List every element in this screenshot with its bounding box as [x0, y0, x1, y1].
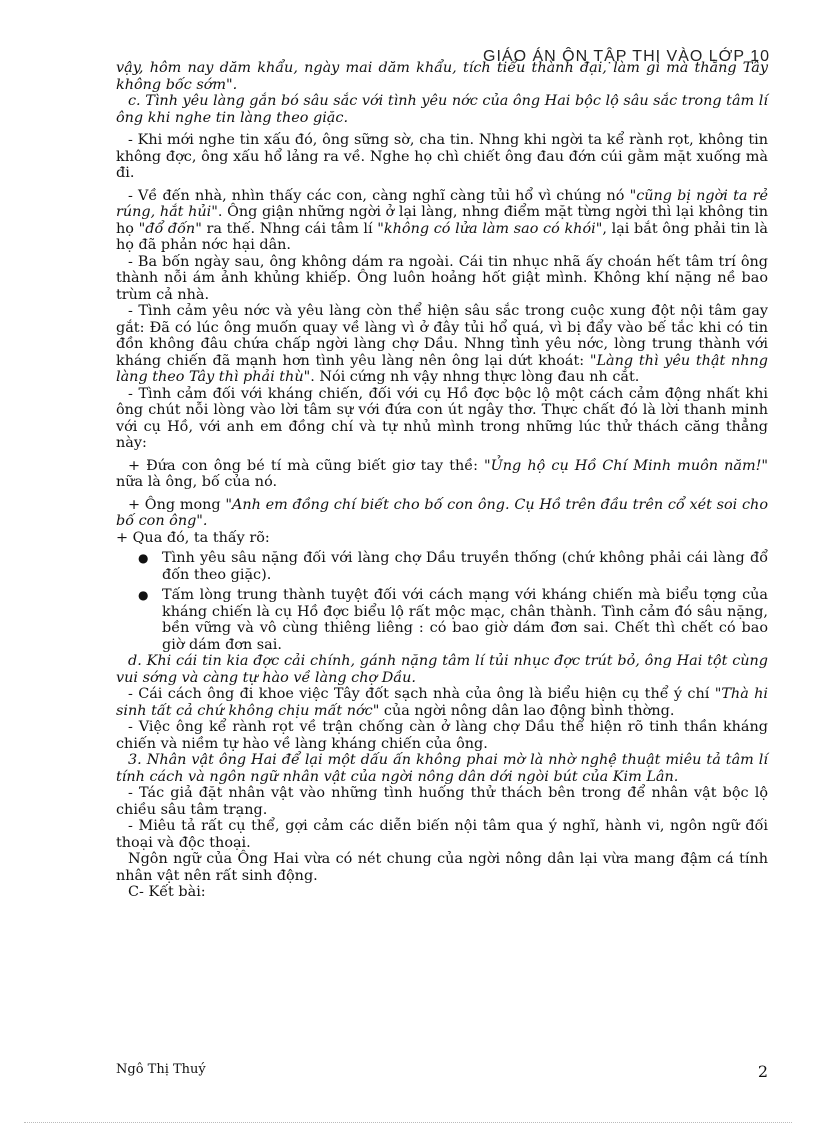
paragraph: Ngôn ngữ của Ông Hai vừa có nét chung của ngời nông dân lại vừa mang đậm cá tính nhân vật nên rất sinh động. [116, 851, 768, 884]
page-number: 2 [757, 1062, 768, 1081]
footer-author: Ngô Thị Thuý [116, 1062, 206, 1077]
paragraph: - Ba bốn ngày sau, ông không dám ra ngoài. Cái tin nhục nhã ấy choán hết tâm trí ông thành nỗi ám ảnh khủng khiếp. Ông luôn hoảng hốt giật mình. Không khí nặng nề bao trùm cả nhà. [116, 253, 768, 303]
paragraph: + Ông mong "Anh em đồng chí biết cho bố con ông. Cụ Hồ trên đầu trên cổ xét soi cho bố con ông". [116, 496, 768, 529]
page-header-title: GIÁO ÁN ÔN TẬP THI VÀO LỚP 10 [483, 48, 770, 65]
section-heading-3: 3. Nhân vật ông Hai để lại một dấu ấn không phai mờ là nhờ nghệ thuật miêu tả tâm lí tính cách và ngôn ngữ nhân vật của ngời nông dân dới ngòi bút của Kim Lân. [116, 752, 768, 785]
section-heading-d: d. Khi cái tin kia đợc cải chính, gánh nặng tâm lí tủi nhục đợc trút bỏ, ông Hai tột cùng vui sớng và càng tự hào về làng chợ Dầu. [116, 653, 768, 686]
section-heading-conclusion: C- Kết bài: [128, 884, 206, 900]
paragraph: - Tình cảm yêu nớc và yêu làng còn thể hiện sâu sắc trong cuộc xung đột nội tâm gay gắt: Đã có lúc ông muốn quay về làng vì ở đây tủi hổ quá, vì bị đẩy vào bế tắc khi có tin đồn không đâu chứa chấp ngời làng chợ Dầu. Nhng tình yêu nớc, lòng trung thành với kháng chiến đã mạnh hơn tình yêu làng nên ông lại dứt khoát: "Làng thì yêu thật nhng làng theo Tây thì phải thù". Nói cứng nh vậy nhng thực lòng đau nh cắt. [116, 303, 769, 385]
paragraph: - Miêu tả rất cụ thể, gợi cảm các diễn biến nội tâm qua ý nghĩ, hành vi, ngôn ngữ đối thoại và độc thoại. [116, 818, 768, 851]
paragraph: + Qua đó, ta thấy rõ: [116, 529, 270, 546]
paragraph: + Đứa con ông bé tí mà cũng biết giơ tay thề: "Ủng hộ cụ Hồ Chí Minh muôn năm!" nữa là ông, bố của nó. [116, 457, 769, 490]
paragraph: vậy, hôm nay dăm khẩu, ngày mai dăm khẩu, tích tiểu thành đại, làm gì mà thằng Tây không bốc sớm". [116, 60, 768, 93]
document-body [116, 60, 768, 901]
bullet-list [116, 550, 768, 653]
paragraph: - Tình cảm đối với kháng chiến, đối với cụ Hồ đợc bộc lộ một cách cảm động nhất khi ông chút nỗi lòng vào lời tâm sự với đứa con út ngây thơ. Thực chất đó là lời thanh minh với cụ Hồ, với anh em đồng chí và tự nhủ mình trong những lúc thử thách căng thẳng này: [116, 385, 768, 451]
paragraph: - Cái cách ông đi khoe việc Tây đốt sạch nhà của ông là biểu hiện cụ thể ý chí "Thà hi sinh tất cả chứ không chịu mất nớc" của ngời nông dân lao động bình thờng. [116, 686, 768, 719]
list-item: ● Tình yêu sâu nặng đối với làng chợ Dầu truyền thống (chứ không phải cái làng đổ đốn theo giặc). [162, 550, 768, 583]
list-item: ● Tấm lòng trung thành tuyệt đối với cách mạng với kháng chiến mà biểu tợng của kháng chiến là cụ Hồ đợc biểu lộ rất mộc mạc, chân thành. Tình cảm đó sâu nặng, bền vững và vô cùng thiêng liêng : có bao giờ dám đơn sai. Chết thì chết có bao giờ dám đơn sai. [162, 587, 768, 653]
paragraph: - Việc ông kể rành rọt về trận chống càn ở làng chợ Dầu thể hiện rõ tinh thần kháng chiến và niềm tự hào về làng kháng chiến của ông. [116, 719, 768, 752]
section-heading-c: c. Tình yêu làng gắn bó sâu sắc với tình yêu nớc của ông Hai bộc lộ sâu sắc trong tâm lí ông khi nghe tin làng theo giặc. [116, 93, 768, 126]
paragraph: - Khi mới nghe tin xấu đó, ông sững sờ, cha tin. Nhng khi ngời ta kể rành rọt, không tin không đợc, ông xấu hổ lảng ra về. Nghe họ chì chiết ông đau đớn cúi gằm mặt xuống mà đi. [116, 132, 768, 181]
paragraph: - Về đến nhà, nhìn thấy các con, càng nghĩ càng tủi hổ vì chúng nó "cũng bị ngời ta rẻ rúng, hắt hủi". Ông giận những ngời ở lại làng, nhng điểm mặt từng ngời thì lại không tin họ "đổ đốn" ra thế. Nhng cái tâm lí "không có lửa làm sao có khói", lại bắt ông phải tin là họ đã phản nớc hại dân. [116, 187, 768, 253]
paragraph: - Tác giả đặt nhân vật vào những tình huống thử thách bên trong để nhân vật bộc lộ chiều sâu tâm trạng. [116, 785, 768, 818]
